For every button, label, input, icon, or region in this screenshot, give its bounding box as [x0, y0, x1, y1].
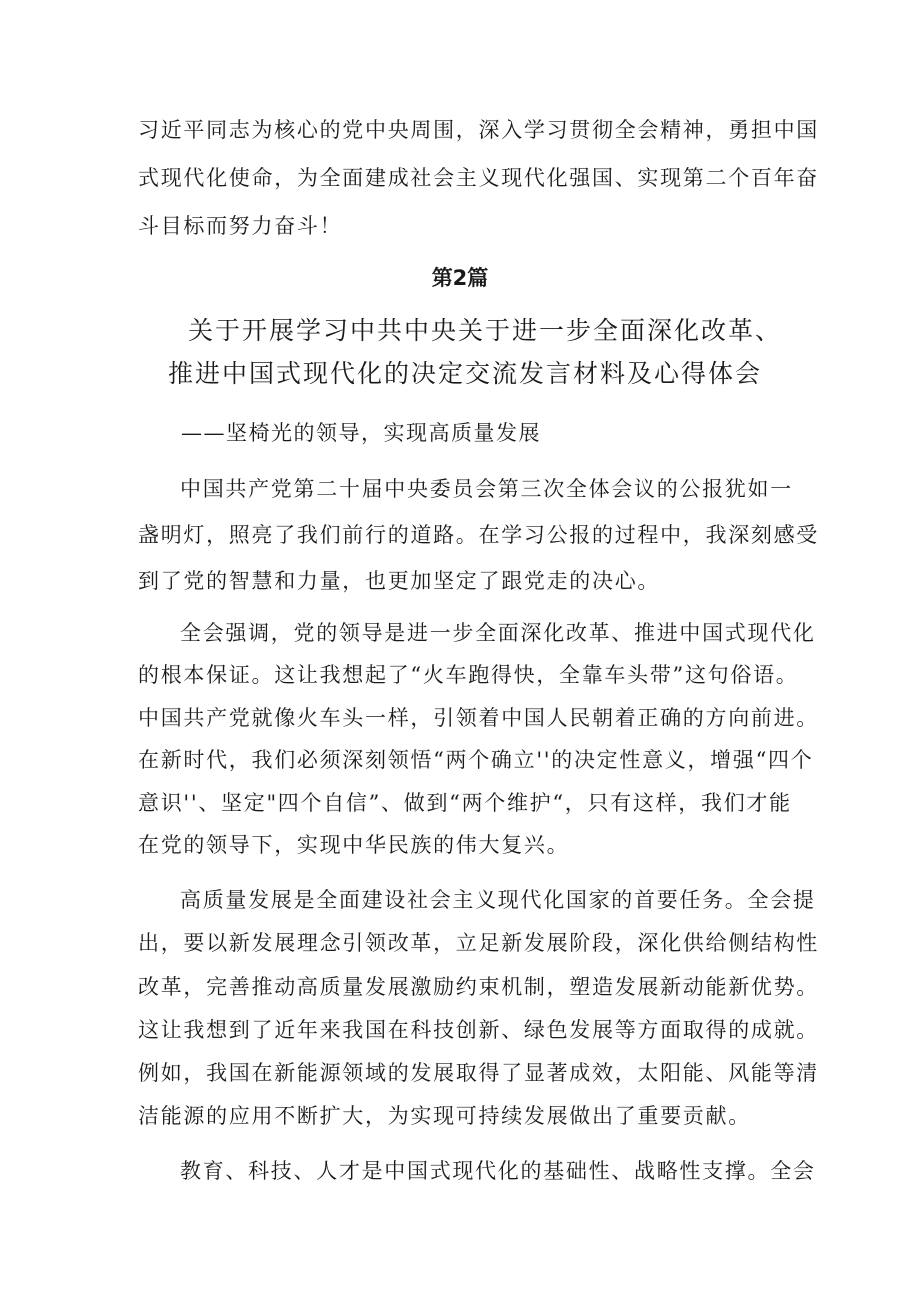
paragraph-3-line-3: 改革，完善推动高质量发展激励约束机制，塑造发展新动能新优势。 — [138, 975, 819, 999]
paragraph-2-line-5: 意识''、坚定"四个自信”、做到“两个维护“，只有这样，我们才能 — [138, 791, 792, 815]
paragraph-2-line-3: 中国共产党就像火车头一样，引领着中国人民朝着正确的方向前进。 — [138, 706, 819, 730]
paragraph-3-line-6: 洁能源的应用不断扩大，为实现可持续发展做出了重要贡献。 — [138, 1104, 751, 1128]
paragraph-2-line-6: 在党的领导下，实现中华民族的伟大复兴。 — [138, 833, 570, 857]
paragraph-1-line-1: 中国共产党第二十届中央委员会第三次全体会议的公报犹如一 — [180, 477, 793, 501]
intro-line-1: 习近平同志为核心的党中央周围，深入学习贯彻全会精神，勇担中国 — [138, 118, 819, 142]
title-line-1: 关于开展学习中共中央关于进一步全面深化改革、 — [188, 316, 783, 345]
paragraph-2-line-4: 在新时代，我们必须深刻领悟“两个确立''的决定性意义，增强“四个 — [138, 748, 814, 772]
paragraph-3-line-4: 这让我想到了近年来我国在科技创新、绿色发展等方面取得的成就。 — [138, 1018, 819, 1042]
paragraph-4-line-1: 教育、科技、人才是中国式现代化的基础性、战略性支撑。全会 — [180, 1159, 816, 1183]
intro-line-3: 斗目标而努力奋斗！ — [138, 214, 343, 238]
paragraph-2-line-2: 的根本保证。这让我想起了“火车跑得快，全靠车头带”这句俗语。 — [138, 663, 799, 687]
paragraph-2-line-1: 全会强调，党的领导是进一步全面深化改革、推进中国式现代化 — [180, 621, 816, 645]
paragraph-1-line-3: 到了党的智慧和力量，也更加坚定了跟党走的决心。 — [138, 569, 661, 593]
intro-line-2: 式现代化使命，为全面建成社会主义现代化强国、实现第二个百年奋 — [138, 166, 819, 190]
paragraph-3-line-1: 高质量发展是全面建设社会主义现代化国家的首要任务。全会提 — [180, 888, 816, 912]
paragraph-3-line-5: 例如，我国在新能源领域的发展取得了显著成效，太阳能、风能等清 — [138, 1061, 819, 1085]
section-heading: 第2篇 — [431, 266, 489, 290]
title-line-2: 推进中国式现代化的决定交流发言材料及心得体会 — [168, 359, 763, 388]
paragraph-3-line-2: 出，要以新发展理念引领改革，立足新发展阶段，深化供给侧结构性 — [138, 931, 819, 955]
paragraph-1-line-2: 盏明灯，照亮了我们前行的道路。在学习公报的过程中，我深刻感受 — [138, 523, 819, 547]
subtitle: ——坚椅光的领导，实现高质量发展 — [181, 421, 541, 445]
